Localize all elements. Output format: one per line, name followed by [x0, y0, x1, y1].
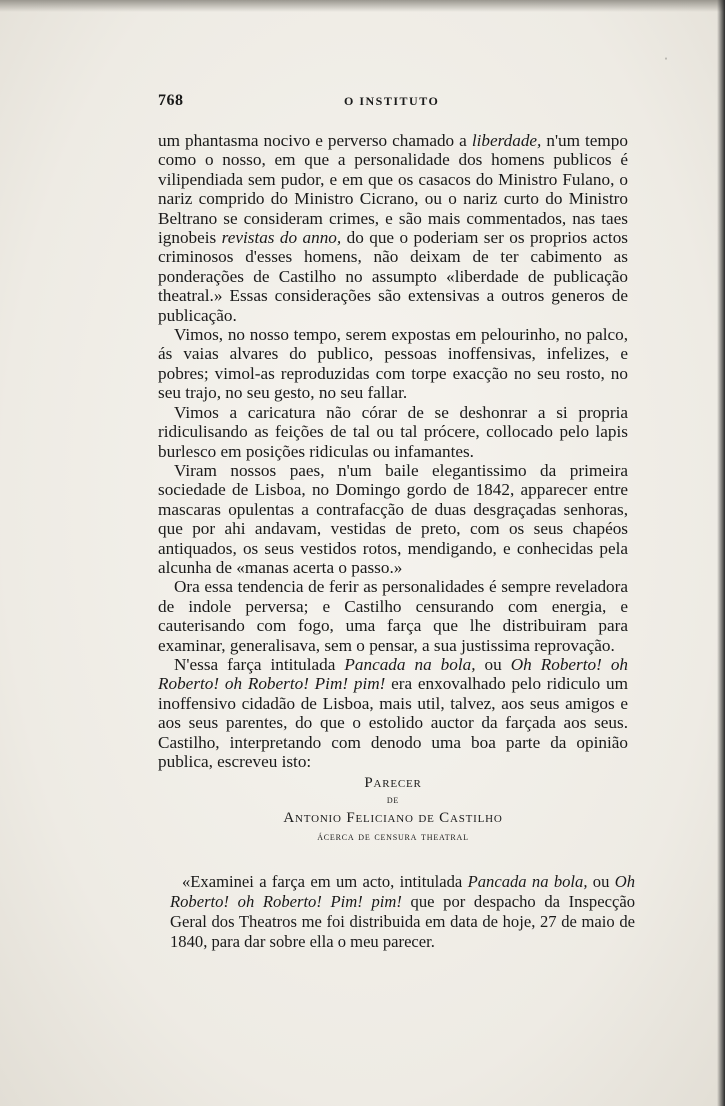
quote-paragraph: «Examinei a farça em um acto, intitulada Pancada na bola, ou Oh Roberto! oh Roberto! Pim! pim! que por despacho da Inspecção Geral dos Theatros me foi distribuida em data de hoje, 27 de maio de 1840, para dar sobre ella o meu parecer. [170, 872, 635, 951]
scan-edge-top [0, 0, 725, 12]
quoted-opinion [170, 872, 635, 952]
heading-line-3: Antonio Feliciano de Castilho [283, 810, 503, 826]
section-heading [158, 774, 628, 844]
paragraph-1: um phantasma nocivo e perverso chamado a liberdade, n'um tempo como o nosso, em que a personalidade dos homens publicos é vilipendiada sem pudor, e em que os casacos do Ministro Fulano, o nariz comprido do Ministro Cicrano, ou o nariz curto do Ministro Beltrano se consideram crimes, e são mais commentados, nas taes ignobeis revistas do anno, do que o poderiam ser os proprios actos criminosos d'esses homens, não deixam de ter cabimento as ponderações de Castilho no assumpto «liberdade de publicação theatral.» Essas considerações são extensivas a outros generos de publicação. [158, 131, 628, 325]
paragraph-5: Ora essa tendencia de ferir as personalidades é sempre reveladora de indole perversa; e Castilho censurando com energia, e cauterisando com fogo, uma farça que lhe distribuiram para examinar, generalisava, sem o pensar, a sua justissima reprovação. [158, 577, 628, 655]
page-header [158, 92, 630, 112]
paragraph-3: Vimos a caricatura não córar de se deshonrar a si propria ridiculisando as feições de tal ou tal prócere, collocado pelo lapis burlesco em posições ridiculas ou infamantes. [158, 402, 628, 461]
heading-line-2: de [386, 794, 400, 806]
running-title: O INSTITUTO [344, 94, 440, 108]
paragraph-4: Viram nossos paes, n'um baile elegantissimo da primeira sociedade de Lisboa, no Domingo gordo de 1842, apparecer entre mascaras opulentas a contrafacção de duas desgraçadas senhoras, que por ahi andavam, vestidas de preto, com os seus chapéos antiquados, os seus vestidos rotos, mendigando, e conhecidas pela alcunha de «manas acerta o passo.» [158, 460, 628, 577]
heading-line-1: Parecer [364, 775, 422, 791]
paragraph-2: Vimos, no nosso tempo, serem expostas em pelourinho, no palco, ás vaias alvares do publico, pessoas inoffensivas, infelizes, e pobres; vimol-as reproduzidas com torpe exacção no seu rosto, no seu trajo, no seu gesto, no seu fallar. [158, 325, 628, 403]
page-number: 768 [158, 92, 184, 109]
body-text [158, 131, 628, 771]
paragraph-6: N'essa farça intitulada Pancada na bola, ou Oh Roberto! oh Roberto! oh Roberto! Pim! pim! era enxovalhado pelo ridiculo um inoffensivo cidadão de Lisboa, mais util, talvez, aos seus amigos e aos seus parentes, do que o estolido auctor da farçada aos seus. Castilho, interpretando com denodo uma boa parte da opinião publica, escreveu isto: [158, 654, 629, 771]
scan-edge-right [717, 0, 725, 1106]
margin-mark: ˈ [664, 55, 668, 69]
heading-line-4: ácerca de censura theatral [317, 829, 469, 843]
